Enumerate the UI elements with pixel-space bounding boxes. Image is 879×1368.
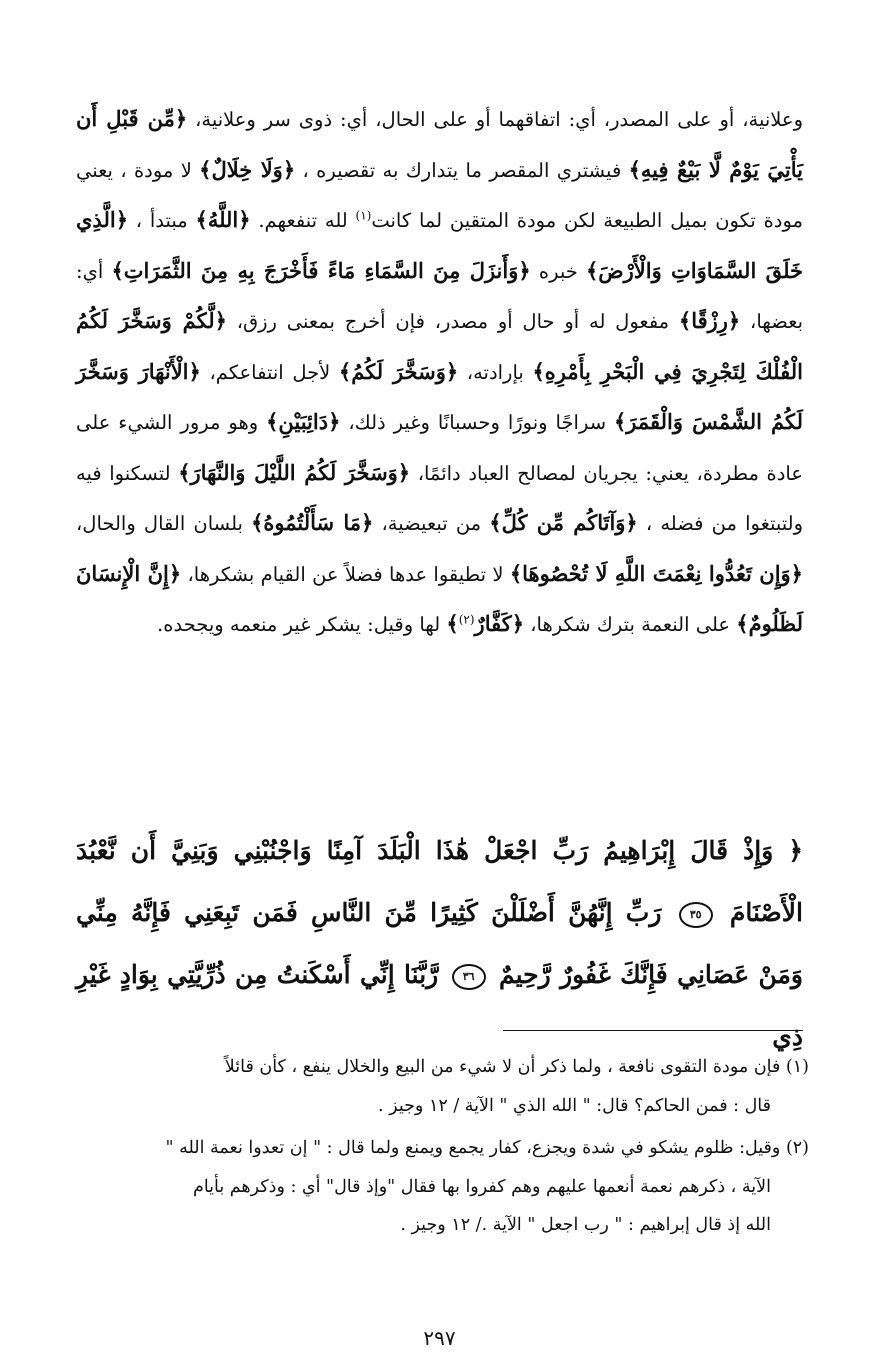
commentary-text: بإرادته، bbox=[458, 360, 533, 384]
verse-text: رَّبَّنَا إِنِّي أَسْكَنتُ مِن ذُرِّيَّتِي بِوَادٍ غَيْرِ ذِي bbox=[76, 960, 803, 1051]
footnotes bbox=[76, 1048, 809, 1249]
quran-quote: ﴿وَلَا خِلَالٌ﴾ bbox=[199, 156, 296, 182]
commentary-text: لا تطيقوا عدها فضلاً عن القيام بشكرها، bbox=[181, 562, 510, 586]
quran-quote: ﴿وَآتَاكُم مِّن كُلِّ﴾ bbox=[489, 510, 638, 535]
ayah-number-marker: ٣٦ bbox=[452, 964, 486, 990]
tafsir-commentary bbox=[76, 94, 803, 650]
footnote-line: (١) فإن مودة التقوى نافعة ، ولما ذكر أن لا شيء من البيع والخلال ينفع ، كأن قائلاً bbox=[224, 1057, 809, 1077]
verse-text: ﴿ وَإِذْ قَالَ إِبْرَاهِيمُ رَبِّ اجْعَلْ هَٰذَا الْبَلَدَ آمِنًا وَاجْنُبْنِي وَبَنِيَّ أَن نَّعْبُدَ الْأَصْنَامَ bbox=[76, 836, 803, 927]
quran-quote: ﴿وَسَخَّرَ لَكُمُ﴾ bbox=[338, 358, 459, 384]
footnote-ref: (١) bbox=[355, 208, 372, 223]
quran-quote: ﴿إِنَّ الْإِنسَانَ لَظَلُومٌ﴾ bbox=[76, 560, 803, 636]
commentary-text: أي: بعضها، bbox=[76, 259, 803, 333]
quran-quote: ﴿لَّكُمْ وَسَخَّرَ لَكُمُ الْفُلْكَ لِتَجْرِيَ فِي الْبَحْرِ بِأَمْرِهِ﴾ bbox=[76, 308, 803, 384]
commentary-text: فيشتري المقصر ما يتدارك به تقصيره ، bbox=[295, 158, 629, 182]
page-number: ٢٩٧ bbox=[423, 1326, 456, 1350]
footnote-line: قال : فمن الحاكم؟ قال: " الله الذي " الآية / ١٢ وجيز . bbox=[378, 1095, 771, 1116]
ayah-number-marker: ٣٥ bbox=[679, 902, 713, 928]
footnote-line: الآية ، ذكرهم نعمة أنعمها عليهم وهم كفروا بها فقال "وإذ قال" أي : وذكرهم بأيام bbox=[192, 1176, 771, 1197]
commentary-text: لأجل انتفاعكم، bbox=[200, 360, 339, 384]
quran-quote: ﴿كَفَّارٌ bbox=[474, 611, 525, 636]
quran-quote: ﴿الْأَنْهَارَ وَسَخَّرَ لَكُمُ الشَّمْسَ وَالْقَمَرَ﴾ bbox=[76, 358, 803, 434]
verse-text: رَبِّ إِنَّهُنَّ أَضْلَلْنَ كَثِيرًا مِّنَ النَّاسِ فَمَن تَبِعَنِي فَإِنَّهُ مِنِّي وَمَنْ عَصَانِي فَإِنَّكَ غَفُورٌ رَّحِيمٌ bbox=[76, 898, 803, 989]
commentary-text: بلسان القال والحال، bbox=[76, 512, 252, 535]
commentary-text: لله تنفعهم. bbox=[250, 209, 356, 232]
footnote-line: (٢) وقيل: ظلوم يشكو في شدة ويجزع، كفار يجمع ويمنع ولما قال : " إن تعدوا نعمة الله " bbox=[165, 1138, 809, 1158]
quran-quote: ﴿دَائِبَيْنِ﴾ bbox=[266, 409, 341, 434]
footnote bbox=[76, 1048, 809, 1125]
commentary-text: لتسكنوا فيه ولتبتغوا من فضله ، bbox=[76, 461, 804, 535]
quran-quote: ﴿الَّذِي خَلَقَ السَّمَاوَاتِ وَالْأَرْضَ﴾ bbox=[76, 207, 804, 283]
commentary-text: على النعمة بترك شكرها، bbox=[524, 613, 737, 636]
quran-quote: ﴿مِّن قَبْلِ أَن يَأْتِيَ يَوْمٌ لَّا بَيْعٌ فِيهِ﴾ bbox=[76, 106, 803, 182]
footnote-divider bbox=[503, 1030, 803, 1031]
footnote-line: الله إذ قال إبراهيم : " رب اجعل " الآية ./ ١٢ وجيز . bbox=[400, 1215, 771, 1235]
commentary-text: سراجًا ونورًا وحسبانًا وغير ذلك، bbox=[340, 411, 614, 434]
quran-quote: ﴿وَأَنزَلَ مِنَ السَّمَاءِ مَاءً فَأَخْرَجَ بِهِ مِنَ الثَّمَرَاتِ﴾ bbox=[111, 257, 531, 283]
commentary-text: من تبعيضية، bbox=[373, 512, 490, 535]
commentary-text: وهو مرور الشيء على عادة مطردة، يعني: يجريان لمصالح العباد دائمًا، bbox=[76, 411, 803, 485]
footnote-ref: (٢) bbox=[458, 612, 475, 627]
commentary-text: وعلانية، أو على المصدر، أي: اتفاقهما أو على الحال، أي: ذوى سر وعلانية، bbox=[187, 108, 803, 131]
quran-quote: ﴿مَا سَأَلْتُمُوهُ﴾ bbox=[251, 510, 374, 535]
quran-quote: ﴾ bbox=[446, 611, 459, 636]
commentary-text: مبتدأ ، bbox=[128, 209, 196, 232]
footnote bbox=[76, 1129, 809, 1245]
quran-quote: ﴿وَسَخَّرَ لَكُمُ اللَّيْلَ وَالنَّهَارَ﴾ bbox=[178, 459, 411, 485]
quran-quote: ﴿وَإِن تَعُدُّوا نِعْمَتَ اللَّهِ لَا تُحْصُوهَا﴾ bbox=[509, 560, 803, 586]
commentary-text: مفعول له أو حال أو مصدر، فإن أخرج بمعنى رزق، bbox=[226, 310, 679, 333]
quran-quote: ﴿رِزْقًا﴾ bbox=[678, 308, 741, 333]
commentary-text: خبره bbox=[530, 259, 586, 283]
commentary-text: لا مودة ، يعني مودة تكون بميل الطبيعة لكن مودة المتقين لما كانت bbox=[76, 158, 803, 232]
quran-quote: ﴿اللَّهُ﴾ bbox=[195, 207, 251, 232]
commentary-text: لها وقيل: يشكر غير منعمه ويجحده. bbox=[157, 613, 447, 636]
